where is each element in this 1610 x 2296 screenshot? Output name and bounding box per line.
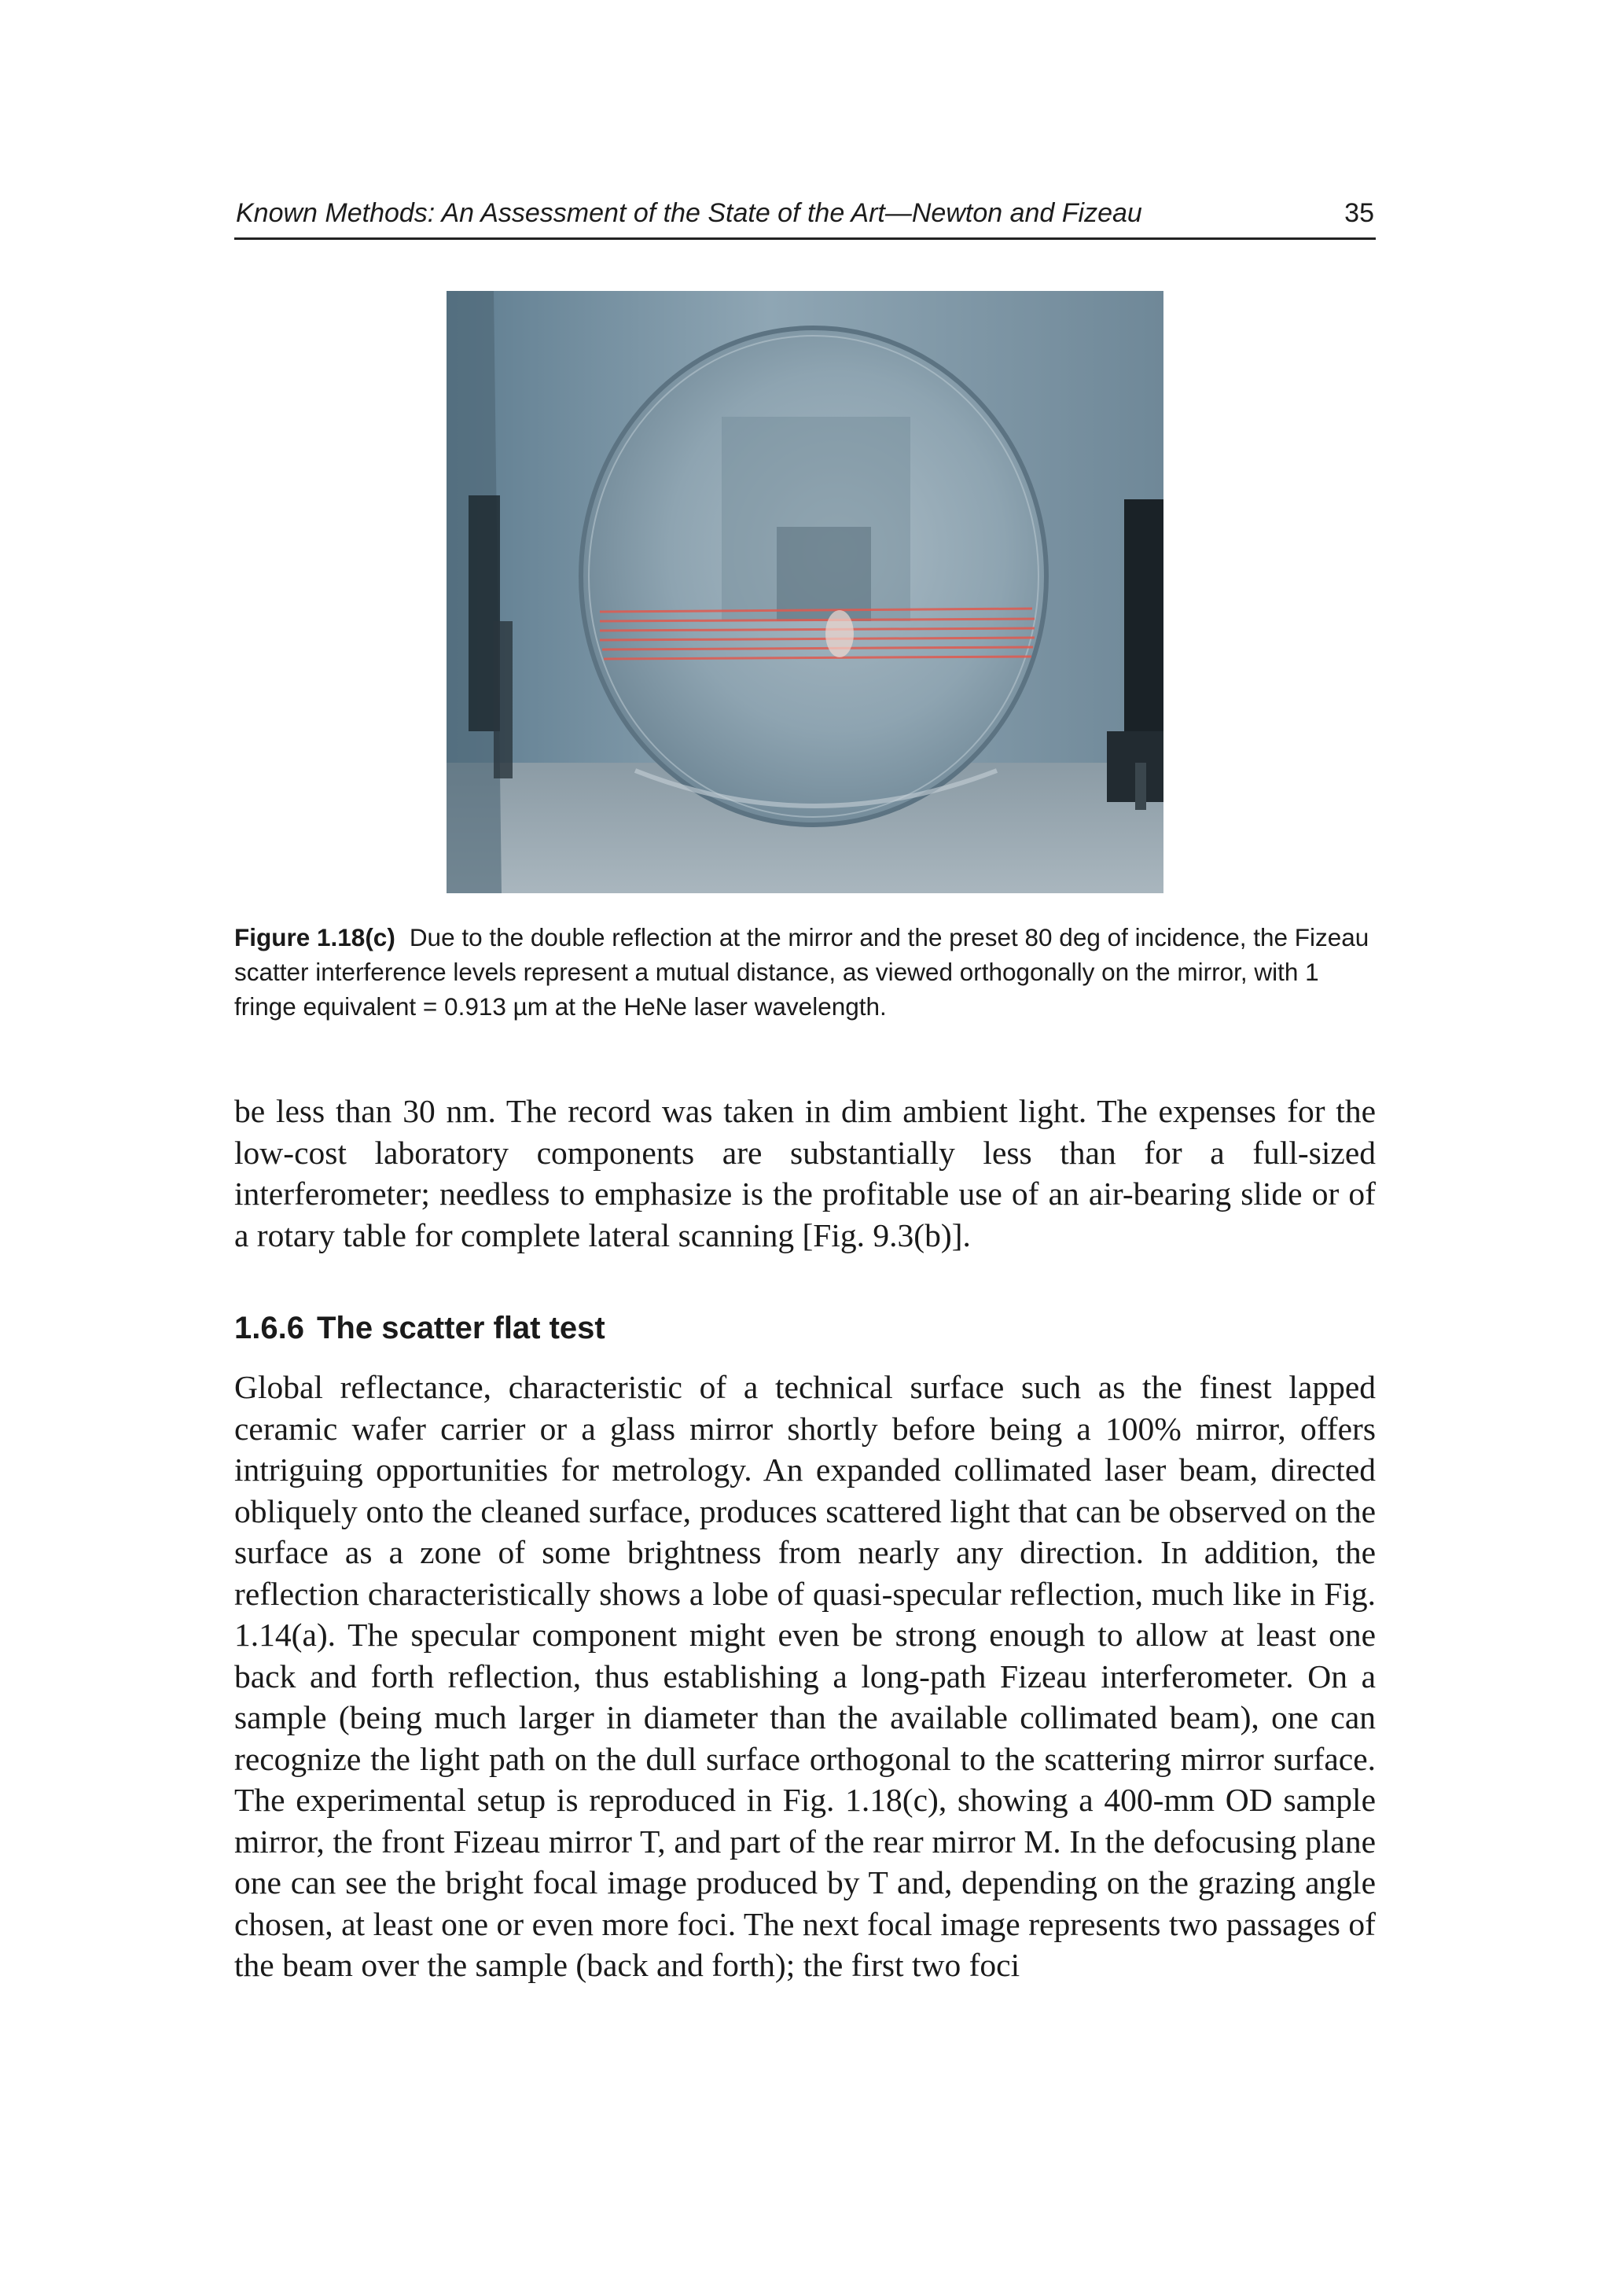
figure-label: Figure 1.18(c) <box>234 923 395 951</box>
right-mount <box>1124 499 1163 759</box>
section-number: 1.6.6 <box>234 1311 304 1345</box>
photo-illustration <box>447 291 1163 893</box>
page-header <box>234 193 1376 240</box>
page-number: 35 <box>1344 198 1374 228</box>
running-title: Known Methods: An Assessment of the State of the Art—Newton and Fizeau <box>236 198 1142 228</box>
figure-photo <box>447 291 1163 893</box>
paragraph-main: Global reflectance, characteristic of a technical surface such as the finest lapped ceramic wafer carrier or a glass mirror shortly before being a 100% mirror, offers intriguing opportunities for metrology. An expanded collimated laser beam, directed obliquely onto the cleaned surface, produces scattered light that can be observed on the surface as a zone of some brightness from nearly any direction. In addition, the reflection characteristically shows a lobe of quasi-specular reflection, much like in Fig. 1.14(a). The specular component might even be strong enough to allow at least one back and forth reflection, thus establishing a long-path Fizeau interferometer. On a sample (being much larger in diameter than the available collimated beam), one can recognize the light path on the dull surface orthogonal to the scattering mirror surface. The experimental setup is reproduced in Fig. 1.18(c), showing a 400-mm OD sample mirror, the front Fizeau mirror T, and part of the rear mirror M. In the defocusing plane one can see the bright focal image produced by T and, depending on the grazing angle chosen, at least one or even more foci. The next focal image represents two passages of the beam over the sample (back and forth); the first two foci <box>234 1369 1376 1983</box>
caption-text: Due to the double reflection at the mirror and the preset 80 deg of incidence, the Fizeau scatter interference levels represent a mutual distance, as viewed orthogonally on the mirror, with 1 fringe equivalent = 0.913 µm at the HeNe laser wavelength. <box>234 923 1369 1021</box>
figure-caption <box>234 920 1376 1024</box>
section-title: The scatter flat test <box>316 1311 605 1345</box>
section-heading <box>234 1311 605 1346</box>
paragraph-continuation: be less than 30 nm. The record was taken in dim ambient light. The expenses for the low-cost laboratory components are substantially less than for a full-sized interferometer; needless to emphasize is the profitable use of an air-bearing slide or of a rotary table for complete lateral scanning [Fig. 9.3(b)]. <box>234 1093 1376 1253</box>
